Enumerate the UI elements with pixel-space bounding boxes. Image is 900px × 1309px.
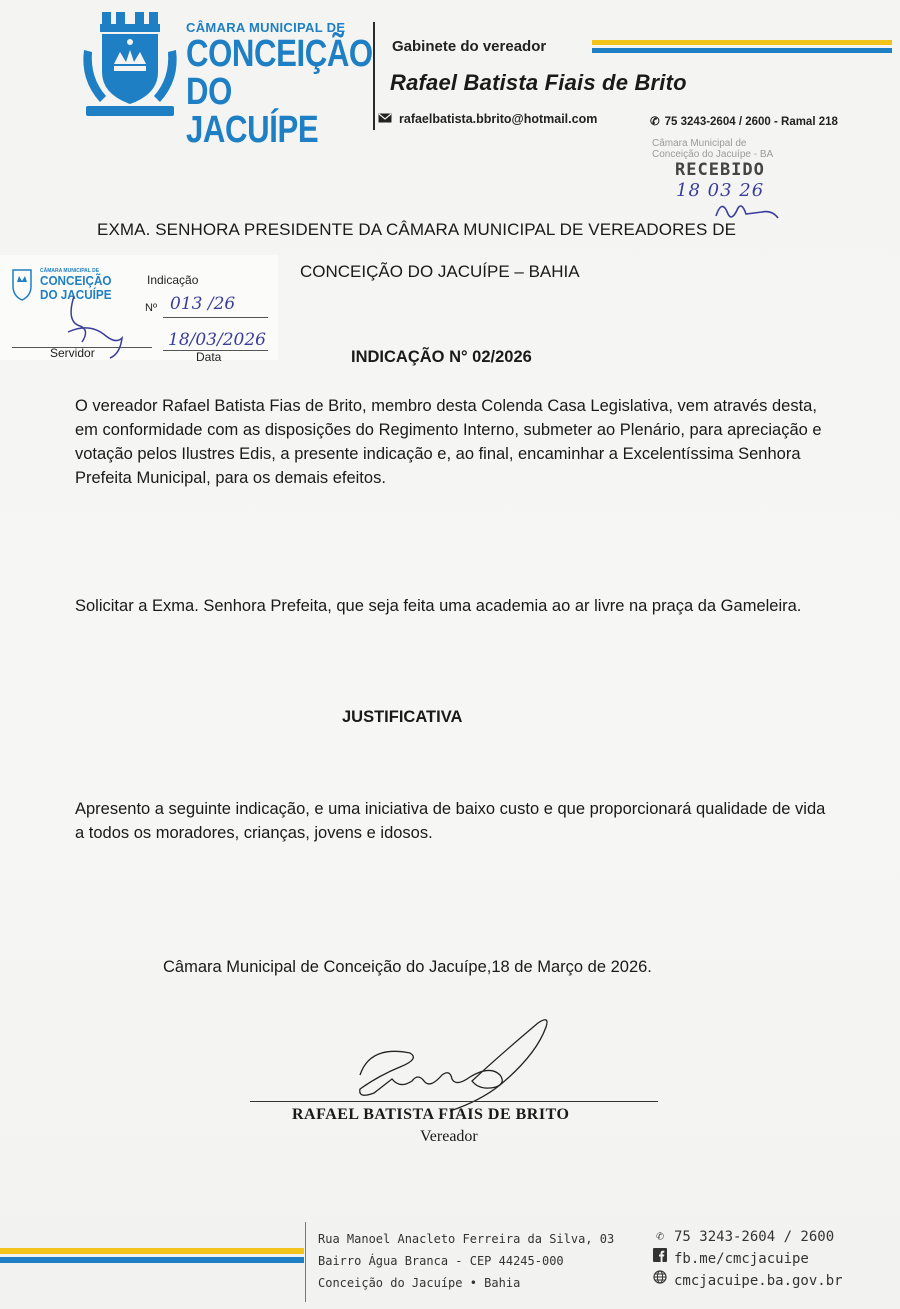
addressee-line-1: EXMA. SENHORA PRESIDENTE DA CÂMARA MUNICIPAL DE VEREADORES DE: [97, 220, 737, 239]
paragraph-intro: O vereador Rafael Batista Fias de Brito, membro desta Colenda Casa Legislativa, vem através desta, em conformidade com as disposições do Regimento Interno, submeter ao Plenário, para apreciação e votação pelos Ilustres Edis, a presente indicação e, ao final, encaminhar a Excelentíssima Senhora Prefeita Municipal, para os demais efeitos.: [75, 397, 822, 487]
footer-color-stripes: [0, 1248, 304, 1268]
footer-website-row: [652, 1270, 843, 1292]
logo-line-1: CÂMARA MUNICIPAL DE: [186, 20, 346, 35]
justificativa-title: JUSTIFICATIVA: [342, 708, 463, 726]
protocol-crest-icon: [7, 266, 37, 302]
received-handwritten-date: 18 03 26: [676, 180, 765, 201]
footer-address-line-1: Rua Manoel Anacleto Ferreira da Silva, 03: [318, 1232, 615, 1246]
stamp-line-1: Câmara Municipal de: [652, 138, 747, 149]
date-line: Câmara Municipal de Conceição do Jacuípe,18 de Março de 2026.: [163, 958, 652, 976]
facebook-icon: [652, 1248, 668, 1270]
paragraph-justification: Apresento a seguinte indicação, e uma iniciativa de baixo custo e que proporcionará qualidade de vida a todos os moradores, crianças, jovens e idosos.: [75, 800, 826, 842]
paragraph-request: Solicitar a Exma. Senhora Prefeita, que seja feita uma academia ao ar livre na praça da Gameleira.: [75, 597, 802, 615]
stamp-small-text: [652, 138, 773, 160]
stamp-line-2: Conceição do Jacuípe - BA: [652, 149, 774, 160]
protocol-logo-line-1: CÂMARA MUNICIPAL DE: [40, 268, 100, 274]
header-color-stripes: [592, 40, 892, 58]
header-divider: [373, 22, 375, 130]
protocol-number-line: [163, 317, 268, 318]
footer-phone: 75 3243-2604 / 2600: [674, 1229, 835, 1245]
mail-icon: [378, 112, 394, 126]
logo-line-3: DO JACUÍPE: [186, 71, 319, 151]
globe-icon: [652, 1270, 668, 1292]
footer-address-line-2: Bairro Água Branca - CEP 44245-000: [318, 1254, 564, 1268]
protocol-date-value: 18/03/2026: [168, 330, 266, 350]
document-title: INDICAÇÃO N° 02/2026: [351, 348, 532, 366]
protocol-indicacao-label: Indicação: [147, 273, 199, 287]
signature-line: [250, 1101, 658, 1102]
gabinete-label: Gabinete do vereador: [392, 38, 547, 55]
footer-address: [318, 1228, 614, 1294]
email-contact: [378, 112, 597, 126]
footer-facebook[interactable]: fb.me/cmcjacuipe: [674, 1251, 809, 1267]
phone-icon: ✆: [656, 1229, 664, 1244]
chamber-logo-text: [186, 20, 373, 151]
footer-facebook-row: [652, 1248, 843, 1270]
email-text[interactable]: rafaelbatista.bbrito@hotmail.com: [399, 112, 598, 126]
footer-website[interactable]: cmcjacuipe.ba.gov.br: [674, 1273, 843, 1289]
logo-line-2: CONCEIÇÃO: [186, 33, 373, 75]
protocol-servidor-label: Servidor: [50, 346, 95, 360]
protocol-logo-line-2: CONCEIÇÃO: [40, 273, 112, 288]
received-stamp-title: RECEBIDO: [675, 160, 765, 180]
vereador-name: Rafael Batista Fiais de Brito: [390, 70, 687, 95]
footer-contacts: [652, 1226, 843, 1292]
phone-text: 75 3243-2604 / 2600 - Ramal 218: [664, 116, 838, 128]
phone-icon: ✆: [650, 116, 660, 128]
footer-phone-row: [652, 1226, 843, 1248]
addressee-line-2: CONCEIÇÃO DO JACUÍPE – BAHIA: [300, 262, 580, 281]
phone-contact: [650, 114, 838, 128]
protocol-number-label: Nº: [145, 302, 157, 314]
crest-logo-icon: [80, 10, 180, 122]
signatory-name: RAFAEL BATISTA FIAIS DE BRITO: [292, 1106, 570, 1123]
protocol-logo-line-3: DO JACUÍPE: [40, 287, 112, 302]
protocol-data-label: Data: [196, 350, 222, 364]
signatory-role: Vereador: [420, 1128, 478, 1145]
protocol-number-value: 013 /26: [170, 294, 236, 314]
footer-divider: [305, 1222, 306, 1302]
footer-address-line-3: Conceição do Jacuípe • Bahia: [318, 1276, 521, 1290]
